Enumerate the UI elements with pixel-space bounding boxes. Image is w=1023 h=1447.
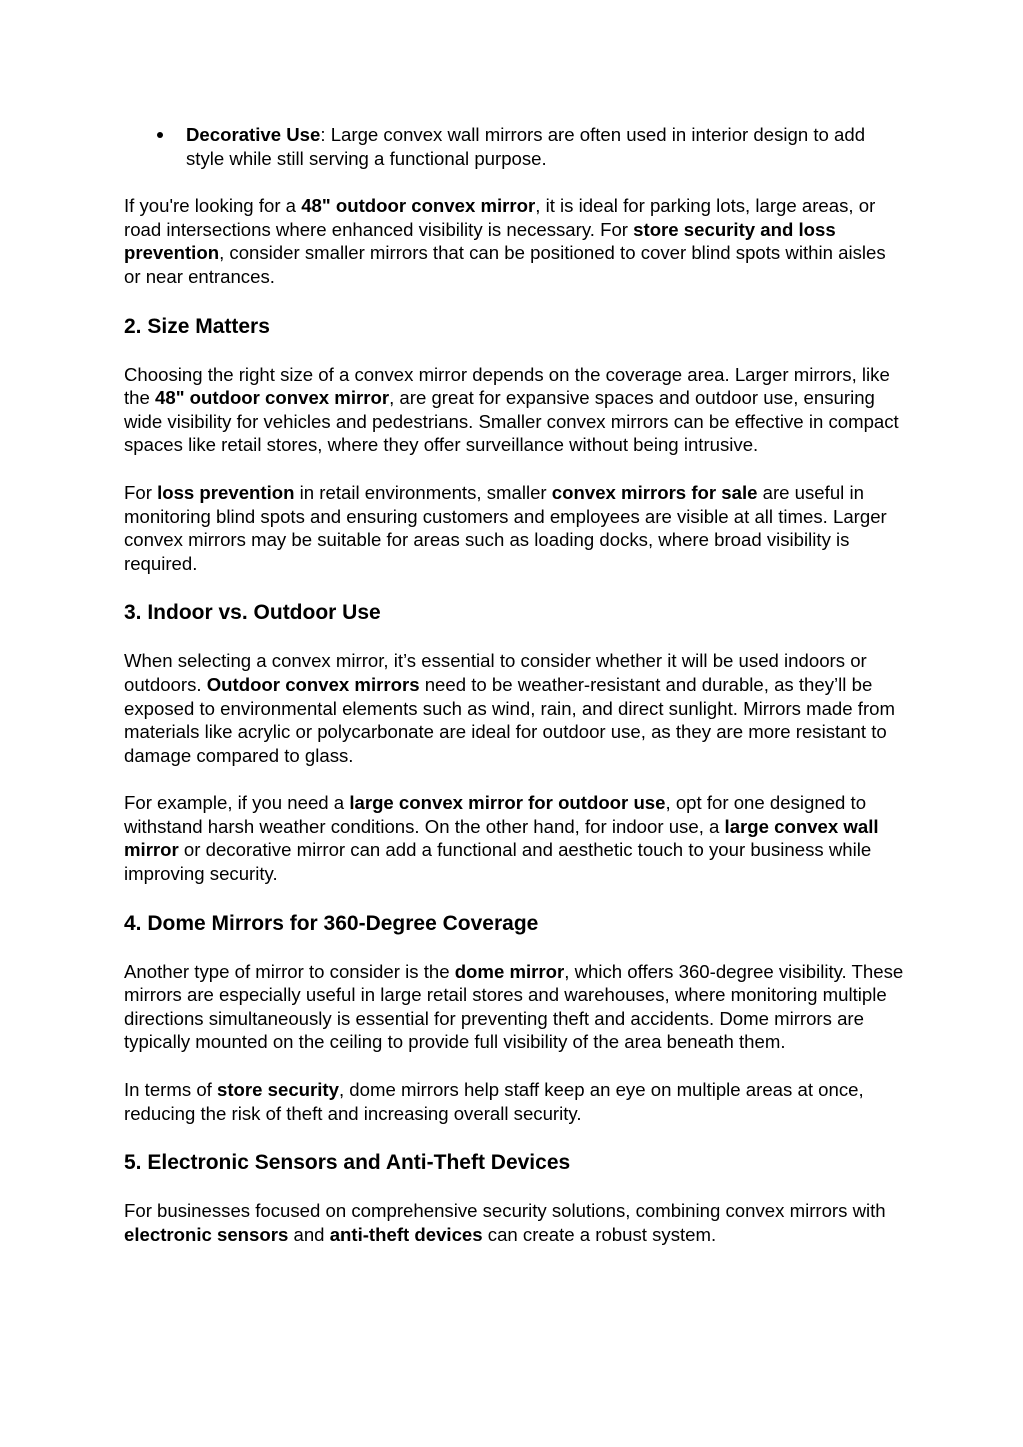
bold-text: large convex wall mirror: [124, 815, 879, 861]
section-heading: 2. Size Matters: [124, 314, 270, 338]
text-run: are useful in monitoring blind spots and ensuring customers and employees are visible at all times. Larger convex mirrors may be suitable for areas such as loading docks, where broad visibility is required.: [124, 481, 887, 574]
text-run: , it is ideal for parking lots, large areas, or road intersections where enhanced visibility is necessary. For: [124, 195, 876, 240]
text-run: Another type of mirror to consider is the: [124, 960, 455, 982]
bold-text: Outdoor convex mirrors: [206, 673, 420, 695]
text-run: , dome mirrors help staff keep an eye on multiple areas at once, reducing the risk of theft and increasing overall security.: [124, 1079, 864, 1124]
list-item: [124, 123, 904, 170]
paragraph: [124, 960, 904, 1054]
list-item-term: Decorative Use: [186, 124, 321, 145]
text-run: , consider smaller mirrors that can be positioned to cover blind spots within aisles or near entrances.: [124, 242, 886, 287]
bold-text: anti-theft devices: [329, 1223, 483, 1245]
bold-text: electronic sensors: [124, 1223, 289, 1245]
paragraph: [124, 649, 904, 767]
text-run: or decorative mirror can add a functional and aesthetic touch to your business while improving security.: [124, 839, 872, 885]
text-run: , opt for one designed to withstand harsh weather conditions. On the other hand, for indoor use, a: [124, 792, 867, 837]
text-run: For: [124, 481, 158, 503]
paragraph: [124, 1078, 904, 1125]
section-heading: 5. Electronic Sensors and Anti-Theft Devices: [124, 1151, 571, 1175]
bold-text: loss prevention: [157, 481, 295, 503]
bold-text: dome mirror: [454, 960, 565, 982]
paragraph: [124, 194, 904, 288]
bullet-list: [124, 123, 904, 170]
text-run: If you're looking for a: [124, 195, 302, 217]
text-run: For businesses focused on comprehensive security solutions, combining convex mirrors with: [124, 1200, 886, 1222]
paragraph: [124, 481, 904, 575]
paragraph: [124, 791, 904, 885]
text-run: , are great for expansive spaces and outdoor use, ensuring wide visibility for vehicles and pedestrians. Smaller convex mirrors can be effective in compact spaces like retail stores, where they offer surveillance without being intrusive.: [124, 387, 899, 456]
text-run: For example, if you need a: [124, 792, 350, 814]
section-heading: 3. Indoor vs. Outdoor Use: [124, 601, 381, 625]
bold-text: large convex mirror for outdoor use: [349, 792, 666, 814]
bold-text: convex mirrors for sale: [551, 481, 758, 503]
bold-text: 48" outdoor convex mirror: [301, 195, 536, 217]
paragraph: [124, 1199, 904, 1246]
bold-text: store security: [217, 1079, 339, 1101]
text-run: can create a robust system.: [482, 1223, 717, 1245]
text-run: in retail environments, smaller: [294, 481, 552, 503]
text-run: Choosing the right size of a convex mirror depends on the coverage area. Larger mirrors, like the: [124, 363, 890, 409]
text-run: need to be weather-resistant and durable, as they’ll be exposed to environmental elements such as wind, rain, and direct sunlight. Mirrors made from materials like acrylic or polycarbonate are ideal for outdoor use, as they are more resistant to damage compared to glass.: [124, 673, 895, 766]
bold-text: 48" outdoor convex mirror: [155, 387, 390, 409]
paragraph: [124, 363, 904, 457]
text-run: and: [288, 1223, 330, 1245]
list-item-text: : Large convex wall mirrors are often used in interior design to add style while still serving a functional purpose.: [186, 124, 866, 169]
text-run: In terms of: [124, 1079, 217, 1101]
bullet-icon: [157, 132, 163, 138]
bold-text: store security and loss prevention: [124, 218, 836, 264]
document-page: [124, 123, 904, 1270]
text-run: When selecting a convex mirror, it’s essential to consider whether it will be used indoors or outdoors.: [124, 650, 867, 695]
section-heading: 4. Dome Mirrors for 360-Degree Coverage: [124, 911, 539, 935]
text-run: , which offers 360-degree visibility. These mirrors are especially useful in large retail stores and warehouses, where monitoring multiple directions simultaneously is essential for preventing theft and accidents. Dome mirrors are typically mounted on the ceiling to provide full visibility of the area beneath them.: [124, 960, 904, 1053]
